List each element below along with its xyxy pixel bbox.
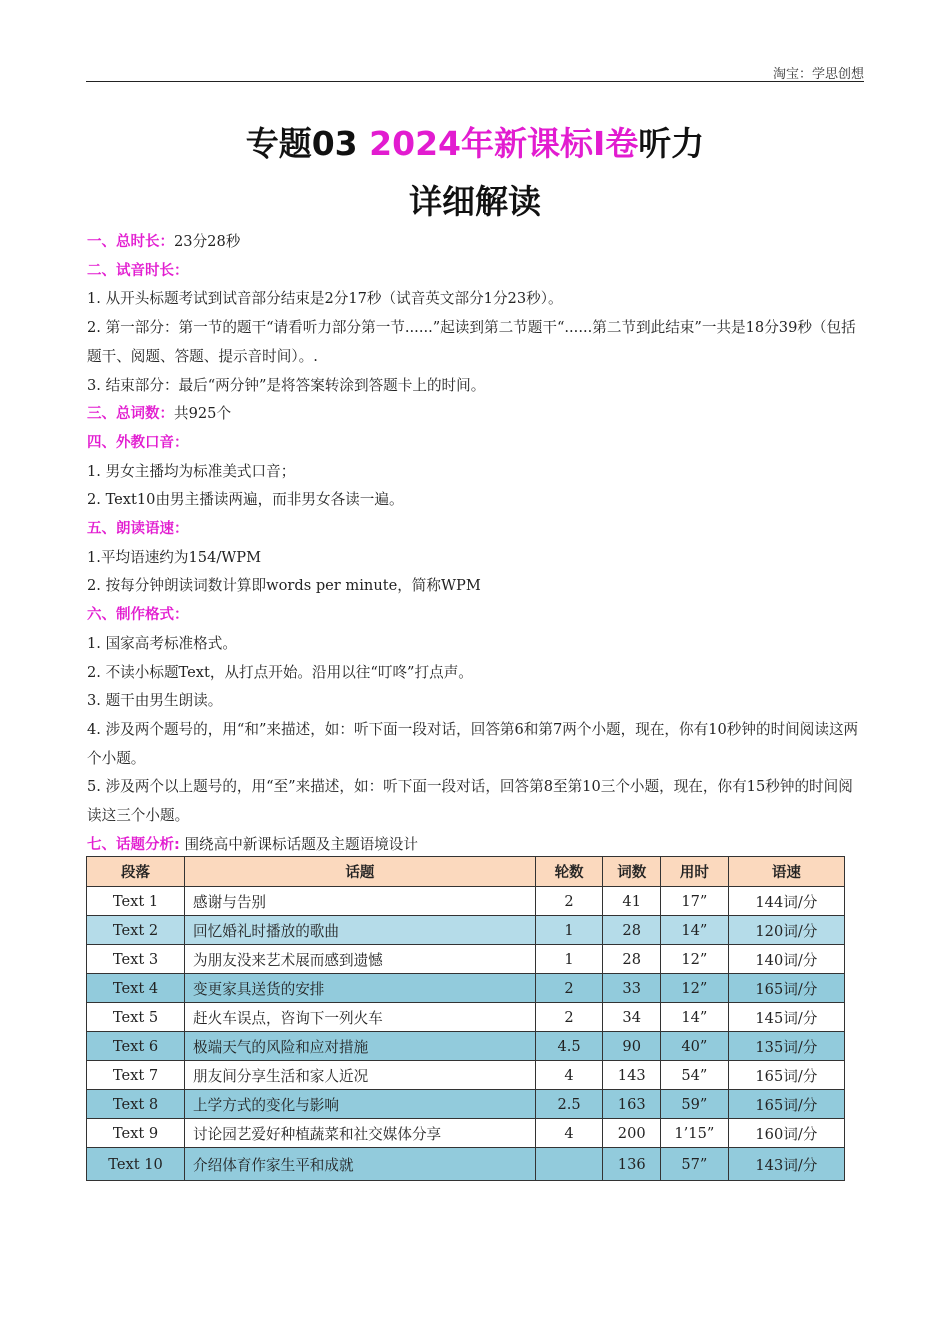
table-row [87,1090,845,1119]
section-heading [87,257,865,286]
table-cell: 4.5 [535,1032,603,1061]
section-line: 2. 第一部分：第一节的题干“请看听力部分第一节......”起读到第二节题干“......第二节到此结束”一共是18分39秒（包括题干、阅题、答题、提示音时间）。. [87,319,856,365]
section-line: 5. 涉及两个以上题号的，用“至”来描述，如：听下面一段对话，回答第8至第10三个小题，现在，你有15秒钟的时间阅读这三个小题。 [87,778,853,825]
table-cell: 28 [603,945,661,974]
section-heading [87,601,865,630]
table-cell: 上学方式的变化与影响 [185,1090,536,1119]
section-line: 1. 国家高考标准格式。 [87,634,237,652]
table-cell: Text 7 [87,1061,185,1090]
page-subtitle: 详细解读 [409,182,541,221]
section-line: 2. 按每分钟朗读词数计算即words per minute，简称WPM [87,577,481,595]
table-cell: 2 [535,1003,603,1032]
table-cell: 为朋友没来艺术展而感到遗憾 [185,945,536,974]
table-row [87,1119,845,1148]
section-heading [87,515,865,544]
table-cell: Text 4 [87,974,185,1003]
table-cell: 极端天气的风险和应对措施 [185,1032,536,1061]
header-shop-text: 淘宝：学思创想 [772,67,864,82]
title-prefix: 专题03 [245,124,370,163]
table-cell: 变更家具送货的安排 [185,974,536,1003]
section-line: 4. 涉及两个题号的，用“和”来描述，如：听下面一段对话，回答第6和第7两个小题，现在，你有10秒钟的时间阅读这两个小题。 [87,720,859,767]
table-header-row [87,857,845,887]
section-line: 2. 不读小标题Text，从打点开始。沿用以往“叮咚”打点声。 [87,663,473,681]
table-cell: 59” [661,1090,729,1119]
table-cell: 90 [603,1032,661,1061]
table-cell: Text 3 [87,945,185,974]
table-cell: 143 [603,1061,661,1090]
table-body [87,887,845,1181]
table-cell: 14” [661,916,729,945]
table-cell: 143词/分 [728,1148,844,1181]
table-cell: 165词/分 [728,1061,844,1090]
table-cell: 34 [603,1003,661,1032]
table-cell: 12” [661,974,729,1003]
table-cell: 14” [661,1003,729,1032]
table-cell: 12” [661,945,729,974]
section-heading [87,429,865,458]
document-body [87,228,865,859]
table-cell: Text 8 [87,1090,185,1119]
table-cell: 回忆婚礼时播放的歌曲 [185,916,536,945]
table-cell: Text 1 [87,887,185,916]
section-label: 四、外教口音： [87,434,189,451]
table-row [87,945,845,974]
section-line: 1.平均语速约为154/WPM [87,548,262,566]
table-cell: 135词/分 [728,1032,844,1061]
table-header-cell: 语速 [728,857,844,887]
table-cell: 41 [603,887,661,916]
table-cell: 2.5 [535,1090,603,1119]
section-label: 六、制作格式： [87,607,189,624]
table-cell: Text 10 [87,1148,185,1181]
table-cell: 17” [661,887,729,916]
title-suffix: 听力 [638,124,705,163]
table-header-cell: 段落 [87,857,185,887]
table-cell: 4 [535,1061,603,1090]
table-cell: 140词/分 [728,945,844,974]
section-inline-text: 围绕高中新课标话题及主题语境设计 [179,835,418,853]
table-cell: 2 [535,887,603,916]
table-cell: 40” [661,1032,729,1061]
table-cell: 4 [535,1119,603,1148]
header-divider [86,81,864,82]
table-cell: 赶火车误点，咨询下一列火车 [185,1003,536,1032]
table-cell: Text 6 [87,1032,185,1061]
table-cell: 145词/分 [728,1003,844,1032]
table-header-cell: 轮数 [535,857,603,887]
section-line: 3. 题干由男生朗读。 [87,692,223,710]
table-header-cell: 话题 [185,857,536,887]
table-cell: 200 [603,1119,661,1148]
section-inline-text: 23分28秒 [174,233,241,250]
table-cell: Text 2 [87,916,185,945]
table-header-cell: 词数 [603,857,661,887]
section-line: 2. Text10由男主播读两遍，而非男女各读一遍。 [87,491,404,509]
section-line: 3. 结束部分：最后“两分钟”是将答案转涂到答题卡上的时间。 [87,376,486,394]
table-cell: 1 [535,945,603,974]
table-cell: 136 [603,1148,661,1181]
table-cell: 2 [535,974,603,1003]
table-cell: 讨论园艺爱好种植蔬菜和社交媒体分享 [185,1119,536,1148]
page-title [0,118,950,165]
section-label: 一、总时长： [87,234,174,250]
section-line: 1. 从开头标题考试到试音部分结束是2分17秒（试音英文部分1分23秒）。 [87,290,563,308]
table-cell: 1 [535,916,603,945]
table-cell: 介绍体育作家生平和成就 [185,1148,536,1181]
section-line: 1. 男女主播均为标准美式口音； [87,462,296,480]
table-cell: 54” [661,1061,729,1090]
table-cell: 120词/分 [728,916,844,945]
table-cell: 165词/分 [728,1090,844,1119]
table-cell: 163 [603,1090,661,1119]
topic-table [86,856,845,1181]
table-cell [535,1148,603,1181]
table-header-cell: 用时 [661,857,729,887]
section-label: 五、朗读语速： [87,521,189,538]
table-cell: 1’15” [661,1119,729,1148]
table-cell: 33 [603,974,661,1003]
table-row [87,1003,845,1032]
table-cell: 57” [661,1148,729,1181]
table-row [87,1061,845,1090]
table-row [87,1032,845,1061]
section-label: 三、总词数： [87,406,174,423]
table-cell: 28 [603,916,661,945]
table-cell: Text 9 [87,1119,185,1148]
table-cell: 160词/分 [728,1119,844,1148]
table-cell: 朋友间分享生活和家人近况 [185,1061,536,1090]
table-cell: 144词/分 [728,887,844,916]
table-cell: Text 5 [87,1003,185,1032]
table-cell: 165词/分 [728,974,844,1003]
section-label: 二、试音时长： [87,262,189,279]
section-heading [87,228,865,257]
table-cell: 感谢与告别 [185,887,536,916]
table-row [87,1148,845,1181]
table-row [87,916,845,945]
title-highlight: 2024年新课标I卷 [369,124,639,163]
section-inline-text: 共925个 [174,405,232,423]
section-label: 七、话题分析: [87,836,180,853]
table-row [87,974,845,1003]
table-row [87,887,845,916]
section-heading [87,400,865,429]
